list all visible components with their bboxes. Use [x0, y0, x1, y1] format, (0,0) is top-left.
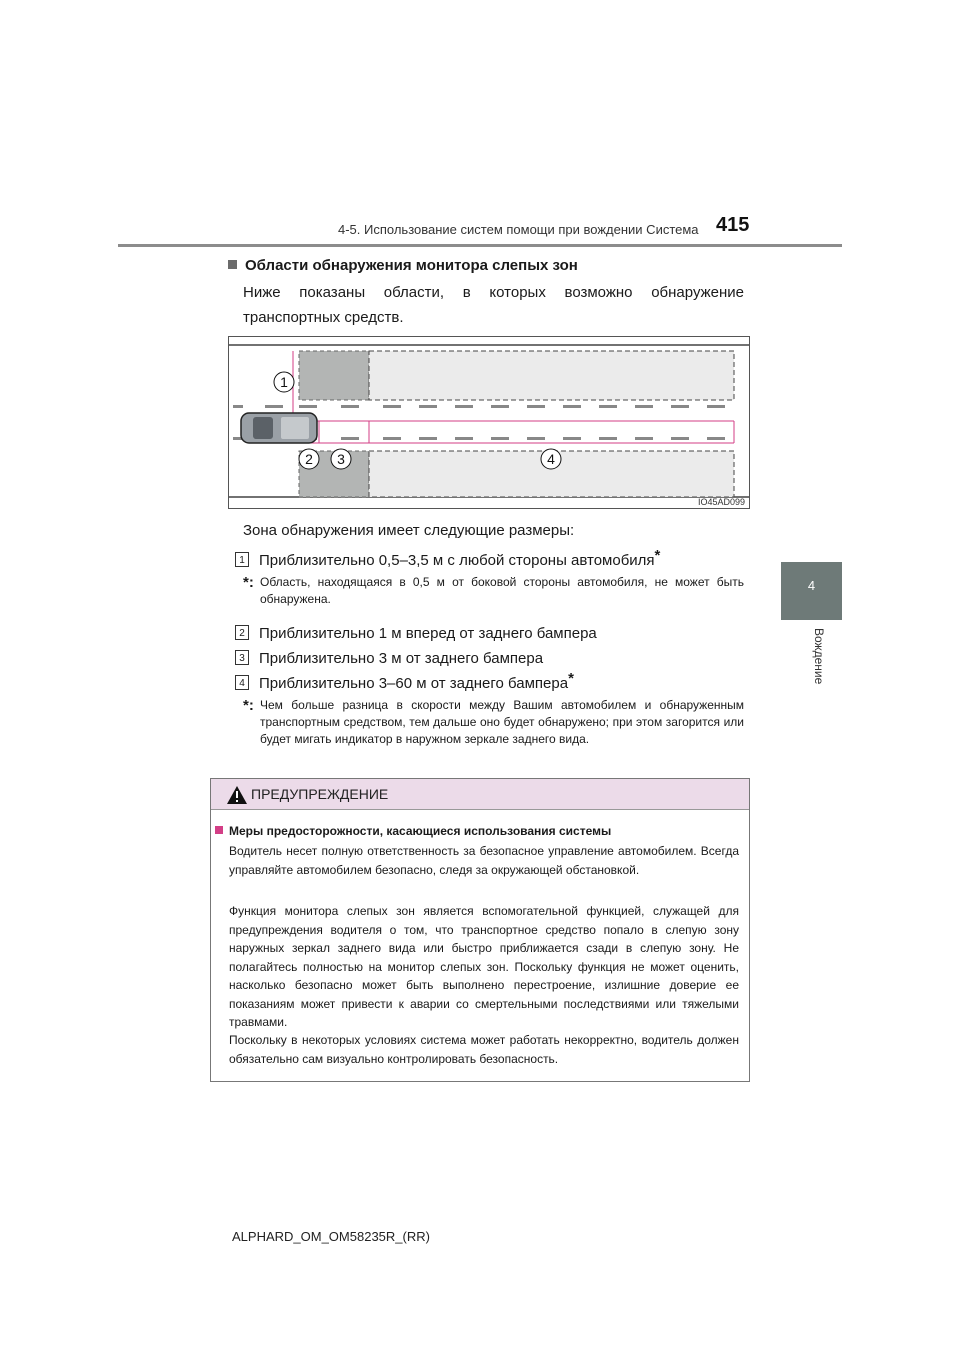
detection-area-figure	[228, 336, 750, 509]
warning-title: ПРЕДУПРЕЖДЕНИЕ	[251, 786, 389, 802]
footnote-text: Чем больше разница в скорости между Вашим автомобилем и обнаруженным транспортным средством, тем дальше оно будет обнаружено; при этом загорится или будет мигать индикатор в наружном зеркале заднего вида.	[260, 698, 744, 746]
callout-4-label: 4	[547, 451, 555, 467]
warning-paragraph: Функция монитора слепых зон является вспомогательной функцией, служащей для предупреждения водителя о том, что транспортное средство попало в слепую зону наружных зеркал заднего вида или быстро приближается сзади в слепую зону. Не полагайтесь полностью на монитор слепых зон. Поскольку функция не может оценить, насколько безопасно может быть выполнено перестроение, излишние доверие ее показаниям может привести к аварии со смертельными последствиями или тяжелыми травмами.	[229, 904, 739, 1029]
list-item	[235, 645, 543, 667]
warning-paragraph: Водитель несет полную ответственность за безопасное управление автомобилем. Всегда управляйте автомобилем безопасно, следя за окружающей обстановкой.	[229, 844, 739, 877]
item-number-badge: 2	[235, 625, 249, 640]
warning-subtitle	[215, 824, 611, 838]
callout-1-label: 1	[280, 374, 288, 390]
chapter-number: 4	[807, 578, 816, 593]
footnote-mark: *:	[243, 697, 254, 714]
item-number-badge: 3	[235, 650, 249, 665]
detection-area-diagram	[229, 337, 749, 508]
footnote-text: Область, находящаяся в 0,5 м от боковой стороны автомобиля, не может быть обнаружена.	[260, 575, 744, 606]
square-bullet-icon	[228, 260, 237, 269]
footnote-mark: *:	[243, 574, 254, 591]
header-section-title: 4-5. Использование систем помощи при вождении Система	[338, 222, 699, 237]
lane-markings-far	[383, 405, 725, 440]
callout-2-label: 2	[305, 451, 313, 467]
item-text: Приблизительно 0,5–3,5 м с любой стороны автомобиля	[259, 552, 655, 569]
item-number-badge: 4	[235, 675, 249, 690]
warning-subtitle-text: Меры предосторожности, касающиеся использования системы	[229, 824, 612, 838]
footer-doc-code: ALPHARD_OM_OM58235R_(RR)	[232, 1229, 430, 1244]
zone-far-top	[369, 351, 734, 400]
footnote	[243, 697, 744, 748]
zone-near-top	[299, 351, 369, 400]
list-item	[235, 620, 597, 642]
item-asterisk: *	[568, 670, 574, 687]
footnote	[243, 574, 744, 608]
page-number: 415	[716, 214, 750, 236]
item-text: Приблизительно 1 м вперед от заднего бампера	[259, 625, 597, 642]
list-item	[235, 670, 574, 692]
callout-3-label: 3	[337, 451, 345, 467]
warning-triangle-icon	[227, 786, 247, 804]
sizes-lead-text: Зона обнаружения имеет следующие размеры:	[243, 522, 575, 539]
list-item	[235, 547, 660, 569]
figure-code: IO45AD099	[698, 497, 746, 507]
section-title	[228, 257, 578, 274]
item-text: Приблизительно 3 м от заднего бампера	[259, 650, 544, 667]
vehicle-icon	[241, 413, 317, 443]
chapter-label: Вождение	[812, 628, 826, 685]
pink-square-bullet-icon	[215, 826, 223, 834]
intro-paragraph: Ниже показаны области, в которых возможно обнаружение транспортных средств.	[243, 284, 744, 326]
header-divider	[118, 244, 842, 247]
section-title-text: Области обнаружения монитора слепых зон	[245, 257, 578, 274]
item-asterisk: *	[654, 547, 661, 564]
item-number-badge: 1	[235, 552, 249, 567]
warning-paragraph: Поскольку в некоторых условиях система может работать некорректно, водитель должен обязательно сам визуально контролировать безопасность.	[229, 1033, 739, 1066]
item-text: Приблизительно 3–60 м от заднего бампера	[259, 675, 569, 692]
